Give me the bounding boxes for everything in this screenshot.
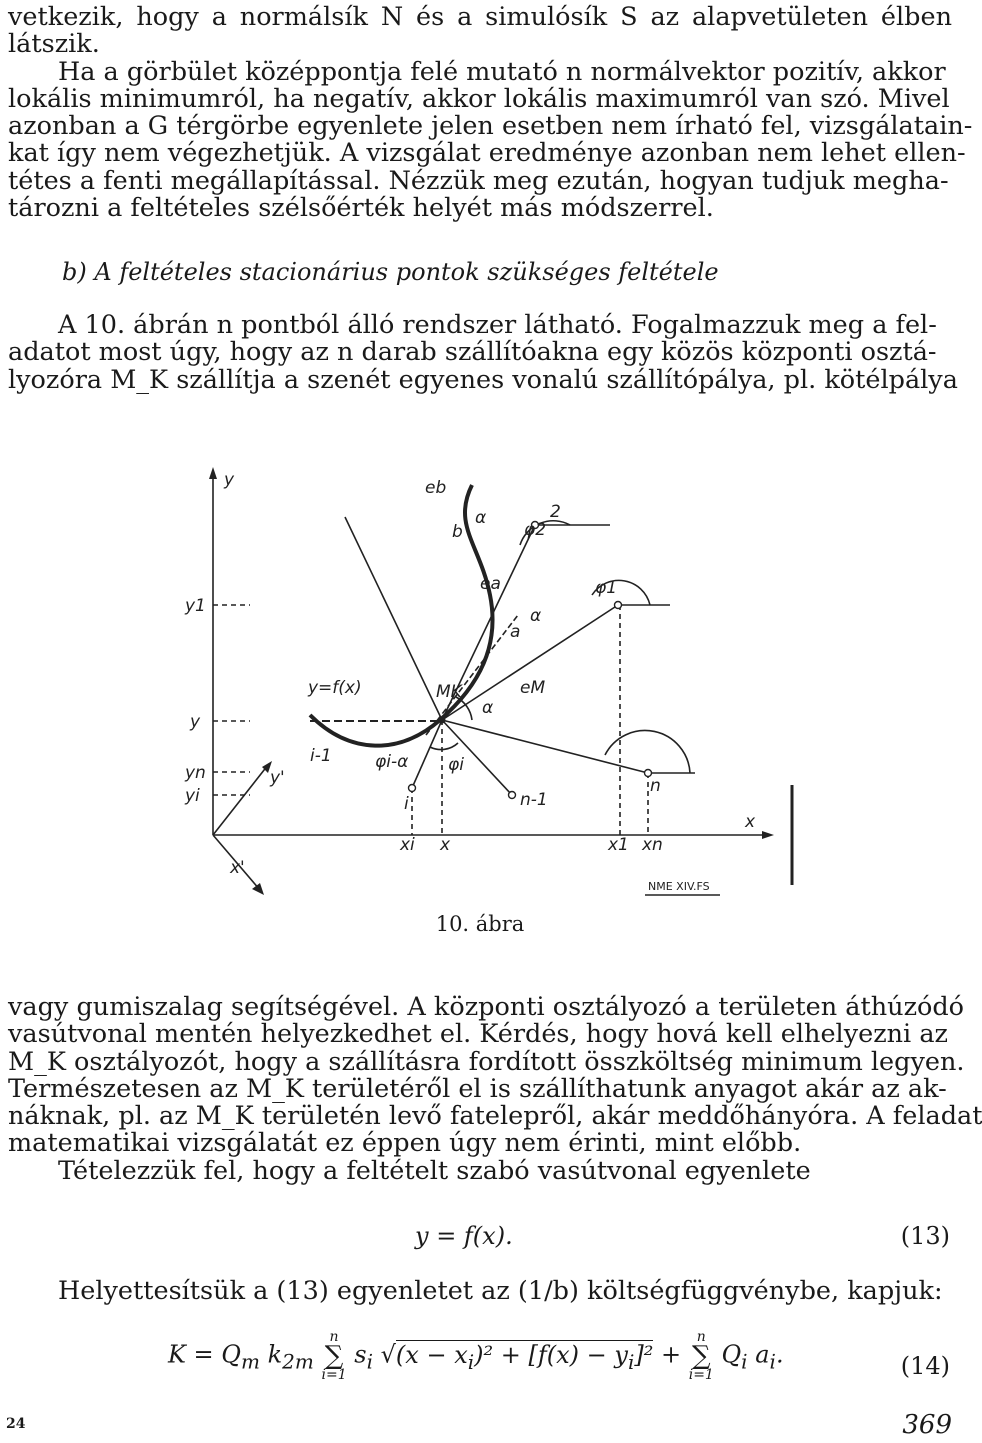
sum-1: [321, 1330, 346, 1382]
figure-diagram: [185, 465, 810, 895]
text-line: tétes a fenti megállapítással. Nézzük meg ezután, hogyan tudjuk megha-: [8, 165, 949, 196]
text-line: Tételezzük fel, hogy a feltételt szabó vasútvonal egyenlete: [58, 1155, 811, 1186]
label-xi: xi: [400, 835, 415, 855]
eq14-plus: +: [660, 1340, 682, 1369]
label-point-i: i: [404, 794, 409, 814]
curve-y-fx: [310, 485, 493, 746]
sum-2-top: n: [696, 1329, 706, 1345]
label-yn: yn: [185, 763, 206, 783]
label-point-n-1: n-1: [520, 790, 548, 810]
eq14-q-sub-i: i: [741, 1349, 748, 1374]
sqrt-sub-i-1: i: [467, 1349, 475, 1374]
label-x-axis: x: [745, 812, 756, 832]
text-line: lokális minimumról, ha negatív, akkor lokális maximumról van szó. Mivel: [8, 83, 950, 114]
text-line: látszik.: [8, 29, 100, 60]
sqrt-part-3: ]²: [634, 1340, 654, 1369]
eq14-end: .: [775, 1340, 784, 1369]
section-heading: b) A feltételes stacionárius pontok szükséges feltétele: [62, 258, 719, 286]
eq14-lhs: K = Q: [168, 1340, 241, 1369]
eq14-a-sub-i: i: [769, 1349, 776, 1374]
paragraph-3: [8, 992, 982, 1186]
equation-14-number: (14): [900, 1352, 950, 1380]
eq14-q: Q: [721, 1340, 742, 1369]
label-i-1: i-1: [310, 746, 332, 766]
label-point-2: 2: [550, 502, 561, 522]
label-y: y: [190, 712, 201, 732]
sum-2-bottom: i=1: [688, 1367, 714, 1383]
x-prime-arrow: [252, 883, 264, 895]
eq14-a: a: [755, 1340, 770, 1369]
label-x-prime: x': [230, 858, 245, 878]
sum-1-top: n: [329, 1329, 339, 1345]
text-line: Helyettesítsük a (13) egyenletet az (1/b) költségfüggvénybe, kapjuk:: [58, 1276, 943, 1306]
text-line: A 10. ábrán n pontból álló rendszer látható. Fogalmazzuk meg a fel-: [58, 310, 937, 340]
equation-13: y = f(x).: [415, 1222, 513, 1250]
label-yi: yi: [185, 786, 200, 806]
text-line: tározni a feltételes szélsőérték helyét más módszerrel.: [8, 193, 714, 224]
text-line: vetkezik, hogy a normálsík N és a simulósík S az alapvetületen élben: [8, 2, 952, 32]
equation-13-number: (13): [900, 1222, 950, 1250]
text-line: M_K osztályozót, hogy a szállításra fordított összköltség minimum legyen.: [8, 1046, 965, 1077]
sqrt-part-2: )² + [f(x) − y: [474, 1340, 628, 1369]
ray-to-n: [442, 720, 648, 773]
arc-phii: [430, 743, 458, 750]
text-line: Ha a görbület középpontja felé mutató n normálvektor pozitív, akkor: [58, 56, 946, 87]
label-xn: xn: [642, 835, 663, 855]
sqrt-body: [395, 1340, 654, 1374]
sqrt-part-1: (x − x: [395, 1340, 468, 1369]
sum-2: [689, 1330, 714, 1382]
label-eb: eb: [425, 478, 447, 498]
point-1: [615, 602, 622, 609]
text-line: lyozóra M_K szállítja a szenét egyenes vonalú szállítópálya, pl. kötélpálya: [8, 364, 958, 395]
eq14-sub-2m: 2m: [282, 1349, 314, 1374]
label-alpha-top: α: [475, 508, 487, 528]
stamp-label: NME XIV.FS: [648, 880, 710, 893]
eq14-sub-i: i: [366, 1349, 373, 1374]
text-line: vasútvonal mentén helyezkedhet el. Kérdés, hogy hová kell elhelyezni az: [8, 1019, 948, 1050]
x-axis-arrow: [762, 831, 774, 839]
eq14-k: k: [267, 1340, 283, 1369]
label-x: x: [440, 835, 451, 855]
sum-1-bottom: i=1: [321, 1367, 347, 1383]
equation-14: [168, 1330, 784, 1382]
text-line: matematikai vizsgálatát ez éppen úgy nem érinti, mint előbb.: [8, 1128, 802, 1159]
label-alpha-mid: α: [530, 606, 542, 626]
sigma-2: ∑: [692, 1341, 711, 1371]
label-em: eM: [520, 678, 546, 698]
label-phi2: φ2: [524, 520, 547, 540]
text-line: adatot most úgy, hogy az n darab szállítóakna egy közös központi osztá-: [8, 337, 937, 368]
paragraph-2: [8, 310, 958, 395]
label-alpha-low: α: [482, 698, 494, 718]
label-phii: φi: [448, 755, 464, 775]
sqrt-sub-i-2: i: [627, 1349, 635, 1374]
paragraph-4: [8, 1278, 952, 1305]
label-curve: y=f(x): [308, 678, 362, 698]
eq14-sub-m: m: [240, 1349, 260, 1374]
figure-caption: 10. ábra: [435, 912, 525, 936]
figure-10: [185, 465, 810, 895]
text-line: kat így nem végezhetjük. A vizsgálat eredménye azonban nem lehet ellen-: [8, 138, 966, 169]
label-y-prime: y': [270, 768, 285, 788]
label-point-n: n: [650, 776, 661, 796]
label-b: b: [452, 522, 463, 542]
arc-phin: [605, 730, 690, 773]
label-mk: MK: [436, 682, 462, 702]
label-y-axis: y: [224, 470, 235, 490]
mk-point: [439, 717, 446, 724]
page-number: 369: [902, 1410, 952, 1440]
eq14-s: s: [354, 1340, 367, 1369]
rotated-y-axis-line: [213, 765, 268, 835]
label-phii-alpha: φi-α: [375, 752, 409, 772]
label-y1: y1: [185, 596, 206, 616]
sigma-1: ∑: [324, 1341, 344, 1371]
label-a: a: [510, 622, 521, 642]
y-axis-arrow: [209, 467, 217, 479]
text-line: azonban a G térgörbe egyenlete jelen esetben nem írható fel, vizsgálatain-: [8, 111, 973, 142]
label-x1: x1: [608, 835, 629, 855]
point-n-1: [509, 792, 516, 799]
text-line: vagy gumiszalag segítségével. A központi osztályozó a területen áthúzódó: [8, 992, 965, 1022]
intro-paragraph: [8, 2, 973, 224]
label-ea: ea: [480, 574, 501, 594]
text-line: Természetesen az M_K területéről el is szállíthatunk anyagot akár az ak-: [8, 1073, 947, 1104]
footer-mark: 24: [6, 1416, 26, 1432]
sqrt-sign: √: [380, 1340, 396, 1369]
label-phi1: φ1: [595, 578, 618, 598]
point-i: [409, 785, 416, 792]
text-line: náknak, pl. az M_K területén levő fatelepről, akár meddőhányóra. A feladat: [8, 1101, 982, 1132]
